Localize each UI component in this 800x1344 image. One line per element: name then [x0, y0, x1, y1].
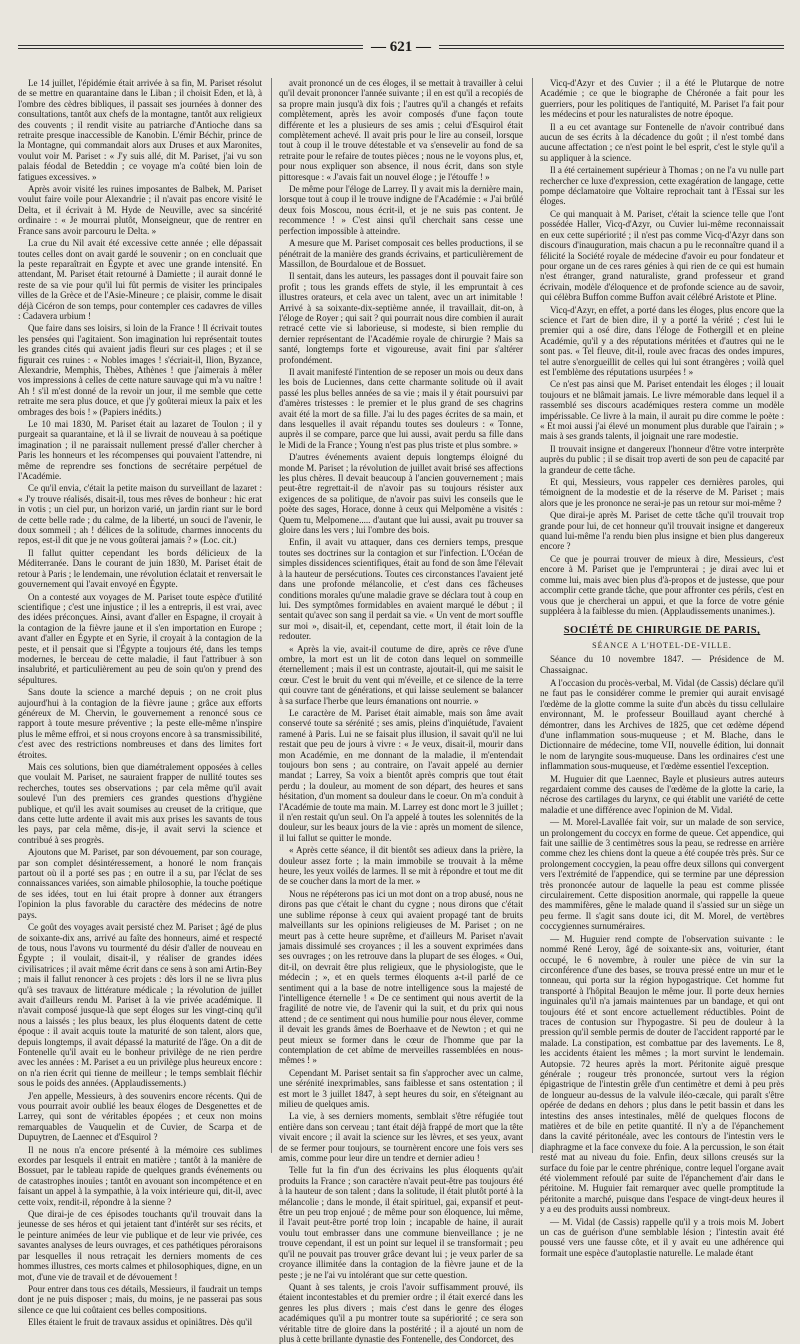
- section-title: SOCIÉTÉ DE CHIRURGIE DE PARIS,: [563, 625, 761, 637]
- paragraph: Il fallut quitter cependant les bords délicieux de la Méditerranée. Dans le courant de juin 1830, M. Pariset était de retour à Paris ; le lendemain, une révolution éclatait et renversait le gouvernement qui l'avait envoyé en Égypte.: [18, 547, 262, 590]
- paragraph: Il sentait, dans les auteurs, les passages dont il pouvait faire son profit ; tous les grands effets de style, il les empruntait à ces illustres orateurs, et cela avec un talent, avec un art inimitable ! Arrivé à sa soixante-dix-septième année, il travaillait, dit-on, à l'éloge de Royer ; qui sait ? qui pourrait nous dire combien il aurait retracé cette vie si laborieuse, si modeste, si bien remplie du dernier représentant de l'Académie royale de chirurgie ? Mais sa santé, longtemps forte et vigoureuse, avait fini par s'altérer profondément.: [279, 271, 523, 365]
- paragraph: Pour entrer dans tous ces détails, Messieurs, il faudrait un temps dont je ne puis disposer ; mais, du moins, je ne passerai pas sous silence ce que lui coûtaient ces belles compositions.: [18, 1283, 262, 1315]
- paragraph: Le 10 mai 1830, M. Pariset était au lazaret de Toulon ; il y purgeait sa quarantaine, et là il se livrait de nouveau à sa poétique imagination ; il ne paraissait nullement pressé d'aller chercher à Paris les honneurs et les récompenses qui pouvaient l'attendre, ni même de reprendre ses fonctions de secrétaire perpétuel de l'Académie.: [18, 419, 262, 482]
- paragraph: Il ne nous n'a encore présenté à la mémoire ces sublimes exordes par lesquels il entrait en matière ; tantôt à la manière de Bossuet, par le tableau rapide de quelques grands événements ou de catastrophes inouïes ; tantôt en avouant son incompétence et en faisant un appel à la sympathie, à la voix intérieure qui, dit-il, avec cette voix, rendit-il, répondre à la sienne ?: [18, 1144, 262, 1207]
- paragraph: Enfin, il avait vu attaquer, dans ces derniers temps, presque toutes ses doctrines sur la contagion et sur l'infection. L'Océan de simples dissidences scientifiques, était au fond de son âme l'élevait à la hauteur de persécutions. Toutes ces circonstances l'avaient jeté dans une profonde mélancolie, et c'est dans ces fâcheuses conditions morales qu'une maladie grave se déclara tout à coup en lui. Des symptômes formidables en avaient marqué le début ; il sentait qu'avec son sang il perdait sa vie. « Un vent de mort souffle sur moi », disait-il, et, cependant, cette mort, il était loin de la redouter.: [279, 537, 523, 642]
- paragraph: Il trouvait insigne et dangereux l'honneur d'être votre interprète auprès du public ; il se disait trop averti de son peu de capacité par la grandeur de cette tâche.: [540, 443, 784, 475]
- paragraph: Ajoutons que M. Pariset, par son dévouement, par son courage, par son complet désintéressement, a honoré le nom français partout où il a porté ses pas ; en outre il a su, par l'éclat de ses connaissances variées, son aimable philosophie, la touche poétique de ses idées, tout en lui était propre à donner aux étrangers l'opinion la plus favorable du caractère des médecins de notre pays.: [18, 847, 262, 920]
- paragraph: Vicq-d'Azyr, en effet, a porté dans les éloges, plus encore que la science et l'art de bien dire, il y a porté la vérité ; c'est lui le premier qui a osé dire, dans l'éloge de Fothergill et en pleine Académie, qu'il y a des réputations méritées et d'autres qui ne le sont pas. « Tel fleuve, dit-il, roule avec fracas des ondes impures, tel autre s'enorgueillit de celles qui lui sont étrangères ; voilà quel est l'emblème des réputations usurpées ! »: [540, 304, 784, 377]
- paragraph: M. Huguier dit que Laennec, Bayle et plusieurs autres auteurs regardaient comme des causes de l'œdème de la glotte la carie, la nécrose des cartilages du larynx, ce qui établit une variété de cette maladie et une différence avec l'opinion de M. Vidal.: [540, 773, 784, 815]
- paragraph: D'autres événements avaient depuis longtemps éloigné du monde M. Pariset ; la révolution de juillet avait brisé ses affections les plus chères. Il devait beaucoup à l'ancien gouvernement ; mais peut-être regrettait-il de n'avoir pas su toujours résister aux exigences de sa politique, de n'avoir pas suivi les conseils que le poète des sages, Horace, donne à ceux qui Melpomène a visités : Quem tu, Melpomene..... d'autant que lui aussi, avait pu trouver sa gloire dans les vers ; lui l'ombre des bois.: [279, 452, 523, 536]
- article-columns: [18, 78, 784, 1344]
- page-header: [18, 36, 784, 58]
- paragraph: — M. Morel-Lavallée fait voir, sur un malade de son service, un prolongement du coccyx en forme de queue. Cet appendice, qui fait une saillie de 3 centimètres sous la peau, se redresse en arrière comme chez les chiens dont la queue a été coupée très près. Sur ce prolongement coccygien, la peau offre deux sillons qui convergent vers l'extrémité de l'appendice, qui se termine par une dépression très prononcée autour de laquelle la peau est comme plissée circulairement. Cette disposition anormale, qui rappelle la queue des mammifères, gêne le malade quand il s'assied sur un siège un peu ferme. Il s'agit sans doute ici, dit M. Morel, de vertèbres coccygiennes surnuméraires.: [540, 817, 784, 932]
- paragraph: Nous ne répéterons pas ici un mot dont on a trop abusé, nous ne dirons pas que c'était le chant du cygne ; nous dirons que c'était une sublime réponse à ceux qui avaient propagé tant de bruits malveillants sur les opinions religieuses de M. Pariset ; on ne meurt pas à cette heure suprême, et d'ailleurs M. Pariset n'avait jamais dissimulé ses croyances ; il les a souvent exprimées dans ses ouvrages ; on les retrouve dans la plupart de ses éloges. « Oui, dit-il, on devrait être plus religieux, que le physiologiste, que le médecin ; », et en quels termes éloquents a-t-il parlé de ce sentiment qui a la base de notre intelligence sous la majesté de l'intelligence éternelle ! « De ce sentiment qui nous avertit de la fragilité de notre vie, de l'avenir qui la suit, et du prix qui nous attend ; de ce sentiment qui nous humilie pour nous élever, comme il devait les grands âmes de Boerhaave et de Newton ; et qui ne peut mieux se former dans le cœur de l'homme que par la contemplation de cet abîme de merveilles rassemblées en nous-mêmes ! »: [279, 888, 523, 1066]
- paragraph: La vie, à ses derniers moments, semblait s'être réfugiée tout entière dans son cerveau ; tant était déjà frappé de mort que la tête vivait encore ; il avait la science sur les lèvres, et ses yeux, avant de se fermer pour toujours, se tournèrent encore une fois vers ses amis, comme pour leur dire un tendre et dernier adieu !: [279, 1111, 523, 1164]
- paragraph: avait prononcé un de ces éloges, il se mettait à travailler à celui qu'il devait prononcer l'année suivante ; il en est qu'il a recopiés de sa propre main jusqu'à dix fois ; l'autres qu'il a changés et refaits complètement, après les avoir composés d'une façon toute différente et les a plusieurs de ses amis ; celui d'Esquirol était complètement achevé. Il avait pris pour le lire au conseil, lorsque tout à coup il le trouve détestable et va s'ensevelir au fond de sa retraite pour le refaire de toutes pièces ; nous ne le voyons plus, et, pour nous expliquer son absence, il nous écrit, dans son style pittoresque : « J'avais fait un nouvel éloge ; je l'étouffe ! »: [279, 78, 523, 182]
- paragraph: A l'occasion du procès-verbal, M. Vidal (de Cassis) déclare qu'il ne faut pas le considérer comme le premier qui aurait envisagé l'œdème de la glotte comme la suite d'un abcès du tissu cellulaire environnant, M. le professeur Bouillaud ayant cherché à démontrer, dans les Archives de 1825, que cet œdème dépend d'une inflammation sous-muqueuse ; et M. Blache, dans le Dictionnaire de médecine, tome VII, nouvelle édition, lui donnait le nom de laryngite sous-muqueuse. Dans les ordinaires c'est une inflammation sous-muqueuse, et l'œdème essentiel l'exception.: [540, 677, 784, 772]
- paragraph: Vicq-d'Azyr et des Cuvier ; il a été le Plutarque de notre Académie ; ce que le biographe de Chéronée a fait pour les guerriers, pour les politiques de l'antiquité, M. Pariset l'a fait pour les médecins et pour les naturalistes de notre époque.: [540, 78, 784, 120]
- paragraph: Mais ces solutions, bien que diamétralement opposées à celles que voulait M. Pariset, ne sauraient frapper de nullité toutes ses recherches, toutes ses observations ; par cela même qu'il avait soulevé l'un des premiers ces grandes questions d'hygiène publique, et qu'il les avait soumises au creuset de la critique, que dans cette lutte ardente il avait mis aux prises les savants de tous les pays, par cela même, dis-je, il avait servi la science et contribué à ses progrès.: [18, 762, 262, 845]
- paragraph: Elles étaient le fruit de travaux assidus et opiniâtres. Dès qu'il: [28, 1317, 253, 1328]
- paragraph: La crue du Nil avait été excessive cette année ; elle dépassait toutes celles dont on avait gardé le souvenir ; on en concluait que la peste reparaîtrait en Égypte et avec une grande intensité. En attendant, M. Pariset était retourné à Damiette ; il aurait donné le reste de sa vie pour qu'il lui fût permis de visiter les principales villes de la Grèce et de l'Asie-Mineure ; ce plaisir, comme le disait déjà Cicéron de son temps, pour contempler ces cadavres de villes : Cadavera urbium !: [18, 238, 262, 321]
- paragraph: Après avoir visité les ruines imposantes de Balbek, M. Pariset voulut faire voile pour Alexandrie ; il n'avait pas encore visité le Delta, et il écrivait à M. Hyde de Neuville, avec sa sincérité ordinaire : « Je mourrai plutôt, Monseigneur, que de rentrer en France sans avoir parcouru le Delta. »: [18, 184, 262, 236]
- paragraph: Il avait manifesté l'intention de se reposer un mois ou deux dans les bois de Luciennes, dans cette charmante solitude où il avait passé les plus belles années de sa vie ; mais il y était poursuivi par d'amères tristesses : le premier et le plus grand de ses chagrins avait été la mort de sa fille. J'ai lu des pages écrites de sa main, et dans lesquelles il avait répandu toutes ses douleurs : « Tonne, auprès il se compare, parce que lui aussi, avait perdu sa fille dans le Midi de la France ; Young n'est pas plus triste et plus sombre. »: [279, 366, 523, 450]
- column-3-body: [540, 678, 784, 1258]
- page-number: — 621 —: [371, 38, 431, 55]
- header-rule-right: [439, 45, 784, 49]
- section-subtitle: SÉANCE A L'HOTEL-DE-VILLE.: [592, 640, 732, 650]
- paragraph: Il a été certainement supérieur à Thomas ; on ne l'a vu nulle part rechercher ce luxe d'expression, cette exagération de langage, cette pompe déclamatoire que Voltaire reprochait tant à l'Essai sur les éloges.: [540, 165, 784, 207]
- paragraph: Ce que je pourrai trouver de mieux à dire, Messieurs, c'est encore à M. Pariset que je l'emprunterai ; je dirai avec lui et comme lui, mais avec bien plus d'à-propos et de justesse, que pour accomplir cette grande tâche, que pour affronter ces périls, c'est en vous que je chercherai un appui, et que la force de votre génie suppléera à la faiblesse du mien. (Applaudissements unanimes.).: [540, 553, 784, 616]
- column-3: [540, 78, 784, 1258]
- paragraph: Ce n'est pas ainsi que M. Pariset entendait les éloges ; il louait toujours et ne blâmait jamais. Le livre mémorable dans lequel il a rassemblé ses discours académiques restera comme un modèle impérissable. Ce livre à la main, il aurait pu dire comme le poète : « Et moi aussi j'ai élevé un monument plus durable que l'airain ; » mais à ses grands talents, il joignait une rare modestie.: [540, 379, 784, 442]
- section-heading: [540, 626, 784, 651]
- paragraph: Et qui, Messieurs, vous rappeler ces dernières paroles, qui témoignent de la modestie et de la réserve de M. Pariset ; mais alors que je les prononce ne serai-je pas un retour sur moi-même ?: [540, 477, 784, 508]
- paragraph: Il a eu cet avantage sur Fontenelle de n'avoir contribué dans aucun de ses écrits à la décadence du goût ; il n'est tombé dans aucune affectation ; ce n'est point le bel esprit, c'est le style qu'il a su appliquer à la science.: [540, 121, 784, 163]
- column-1: [18, 78, 262, 1328]
- seance-line: Séance du 10 novembre 1847. — Présidence de M. Chassaignac.: [540, 654, 784, 675]
- paragraph: Que faire dans ses loisirs, si loin de la France ! Il écrivait toutes les pensées qui l'agitaient. Son imagination lui représentait toutes les grandes cités qui avaient jadis fleuri sur ces plages ; et il se figurait ces ruines : « Nobles images ! s'écriait-il, Ilion, Byzance, Alexandrie, Memphis, Thèbes, Athènes ! que j'aimerais à mêler vos impressions à celles de cette nature sauvage qui m'a vu naître ! Ah ! s'il m'est donné de la revoir un jour, il me semble que cette retraite me sera plus douce, et que j'y goûterai mieux la paix et les ombrages des bois ! » (Papiers inédits.): [18, 323, 262, 417]
- paragraph: J'en appelle, Messieurs, à des souvenirs encore récents. Qui de vous pourrait avoir oublié les beaux éloges de Desgenettes et de Larrey, qui sont de véritables épopées ; et ceux non moins remarquables de Vauquelin et de Cuvier, de Scarpa et de Dupuytren, de Laennec et d'Esquirol ?: [18, 1090, 262, 1143]
- paragraph: Le 14 juillet, l'épidémie était arrivée à sa fin, M. Pariset résolut de se mettre en quarantaine dans le Liban ; il choisit Eden, et là, à l'ombre des cèdres bibliques, il passait ses journées à donner des consultations, tantôt aux chefs de la montagne, tantôt aux religieux des couvents ; il rendit visite au patriarche d'Antioche dans sa retraite presque inaccessible de Kanobin. L'émir Béchir, prince de la Montagne, qui commandait alors aux Druses et aux Maronites, voulut voir M. Pariset : « J'y suis allé, dit M. Pariset, j'ai vu son palais féodal de Beteddin ; ce voyage m'a coûté bien loin de fatigues excessives. »: [18, 78, 262, 182]
- header-rule-left: [18, 45, 363, 49]
- paragraph: Que dirai-je de ces épisodes touchants qu'il trouvait dans la jeunesse de ses héros et qui jetaient tant d'intérêt sur ses récits, et le peinture animées de leur vie publique et de leur vie privée, ces savantes analyses de leurs ouvrages, et ces pathétiques péroraisons par lesquelles il nous retraçait les derniers moments de ces hommes illustres, ces morts calmes et philosophiques, digne, en un mot, d'une vie de travail et de dévouement !: [18, 1209, 262, 1282]
- paragraph: Ce qui manquait à M. Pariset, c'était la science telle que l'ont possédée Haller, Vicq-d'Azyr, ou Cuvier lui-même reconnaissait en eux cette supériorité ; il n'est pas comme Vicq-d'Azyr dans son discours d'inauguration, mais chacun a pu le reconnaître quand il a félicité la Société royale de médecine d'avoir eu pour fondateur et pour organe un de ces rares génies à qui rien de ce qui est humain n'est étranger, grand naturaliste, grand professeur et grand écrivain, modèle d'éloquence et de profonde science au de savoir, qui célèbra Buffon comme Buffon avait célébré Aristote et Pline.: [540, 208, 784, 303]
- paragraph: — M. Huguier rend compte de l'observation suivante : le nommé René Leroy, âgé de soixante-six ans, voiturier, étant occupé, le 6 novembre, à rouler une pièce de vin sur la circonférence d'une des bases, se trouva pressé entre un mur et le tonneau, qui porta sur la région hypogastrique. Cet homme fut transporté à l'hôpital Beaujon le même jour. Il porte deux hernies inguinales qu'il n'a jamais maintenues par un bandage, et qui ont toujours été et sont encore actuellement réductibles. Point de traces de contusion sur l'hypogastre. Si peu de douleur à la pression qu'il semble permis de douter de l'accident rapporté par le malade. La constipation, est combattue par des lavements. Le 8, les accidents étaient les mêmes ; la mort survint le lendemain. Autopsie. 72 heures après la mort. Péritonite aiguë presque générale ; rougeur très prononcée, surtout vers la région épigastrique de l'intestin grêle d'un centimètre et demi à peu près de longueur au-dessus de la valvule iléo-cæcale, qui paraît s'être opérée de dedans en dehors ; plus dans le petit bassin et dans les intestins des anses intestinales, mêlé de quelques flocons de matières et de bile en petite quantité. Il n'y a de l'épanchement dans la cavité péritonéale, avec les contours de l'intestin vers le diaphragme et la face convexe du foie. A la percussion, le son était resté mat au niveau du foie. Enfin, deux sillons creusés sur la surface du foie par le centre phrénique, contre lequel l'organe avait été violemment refoulé par suite de l'épanchement d'air dans le péritoine. M. Huguier fait remarquer avec quelle promptitude la péritonite a marché, puisque dans l'espace de vingt-deux heures il y a eu des produits aussi nombreux.: [540, 933, 784, 1215]
- paragraph: Ce qu'il envia, c'était la petite maison du surveillant de lazaret : « J'y trouve réalisés, disait-il, tous mes rêves de bonheur : hic erat in votis ; un ciel pur, un horizon varié, un jardin riant sur le bord de cette belle rade ; du calme, de la liberté, un souci de l'avenir, le doux sommeil ; ah ! délices de la solitude, charmes innocents du repos, est-il dit que je ne vous goûterai jamais ? » (Loc. cit.): [18, 483, 262, 546]
- paragraph: Que dirai-je après M. Pariset de cette tâche qu'il trouvait trop grande pour lui, de cet honneur qu'il trouvait insigne et dangereux quand lui-même l'a rendu bien plus insigne et bien plus dangereux encore ?: [540, 510, 784, 552]
- paragraph: Sans doute la science a marché depuis ; on ne croit plus aujourd'hui à la contagion de la fièvre jaune ; grâce aux efforts généreux de M. Chervin, le gouvernement a renoncé sous ce rapport à toute mesure préventive ; la peste elle-même n'inspire plus le même effroi, et si nous croyons encore à sa transmissibilité, c'est avec des restrictions nombreuses et dans des limites fort étroites.: [18, 687, 262, 760]
- paragraph: Telle fut la fin d'un des écrivains les plus éloquents qu'ait produits la France ; son caractère n'avait peut-être pas toujours été à la hauteur de son talent ; dans la solitude, il était plutôt porté à la mélancolie ; dans le monde, il était spirituel, gai, expansif et peut-être un peu trop enjoué ; de même pour son éloquence, lui même, il l'avait peut-être porté trop loin ; incapable de haine, il aurait voulu tout embrasser dans une commune bienveillance ; je ne trouve cependant, il est un point sur lequel il se transformait ; peu qu'il ne pouvait pas trouver grâce devant lui ; je veux parler de sa croyance illimitée dans la contagion de la fièvre jaune et de la peste ; je ne l'ai vu intolérant que sur cette question.: [279, 1165, 523, 1280]
- paragraph: — M. Vidal (de Cassis) rappelle qu'il y a trois mois M. Jobert un cas de guérison d'une semblable lésion ; l'intestin avait été poussé vers une fausse côte, et il y avait eu une adhérence qui formait une espèce d'autoplastie naturelle. Le malade étant: [540, 1216, 784, 1258]
- column-3-intro: [540, 78, 784, 616]
- paragraph: De même pour l'éloge de Larrey. Il y avait mis la dernière main, lorsque tout à coup il le trouve indigne de l'Académie : « J'ai brûlé deux fois Moscou, nous écrit-il, et je ne suis pas content. Je recommence ! » C'est ainsi qu'il cherchait sans cesse une perfection impossible à atteindre.: [279, 184, 523, 236]
- paragraph: On a contesté aux voyages de M. Pariset toute espèce d'utilité scientifique ; c'est une injustice ; il les a entrepris, il est vrai, avec des idées préconçues. Ainsi, avant d'aller en Espagne, il croyait à la contagion de la fièvre jaune et il s'en importation en Europe ; avant d'aller en Égypte et en Syrie, il croyait à la contagion de la peste, et il pensait que si l'Égypte a toujours été, dans les temps modernes, le berceau de cette maladie, il faut l'attribuer à son insalubrité, et particulièrement au peu de soin qu'on y prend des sépultures.: [18, 591, 262, 685]
- column-2: [279, 78, 523, 1344]
- paragraph: Ce goût des voyages avait persisté chez M. Pariset ; âgé de plus de soixante-dix ans, arrivé au faîte des honneurs, aimé et respecté de tous, nous l'avons vu tourmenté du désir d'aller de nouveau en Égypte ; il voulait, disait-il, y réaliser de grandes idées civilisatrices ; il avait même écrit dans ce sens à son ami Artin-Bey ; mais il fallut renoncer à ces projets : dès lors il ne se livra plus qu'à ses travaux de littérature médicale ; la révolution de juillet avait d'ailleurs rendu M. Pariset à la vie privée académique. Il n'avait composé jusque-là que sept éloges sur les vingt-cinq qu'il nous a laissés ; les plus beaux, les plus éloquents datent de cette époque : il avait acquis toute la maturité de son talent, alors que, depuis longtemps, il avait dépassé la maturité de l'âge. On a dit de Fontenelle qu'il avait eu le bonheur privilège de ne rien perdre avec les années : M. Pariset a eu un privilège plus heureux encore : on n'a rien écrit qui tienne de meilleur ; le temps semblait fléchir sous le poids des années. (Applaudissements.): [18, 922, 262, 1089]
- paragraph: Cependant M. Pariset sentait sa fin s'approcher avec un calme, une sérénité inexprimables, sans faiblesse et sans ostentation ; il est mort le 3 juillet 1847, à sept heures du soir, en s'éteignant au milieu de quelques amis.: [279, 1067, 523, 1109]
- paragraph: « Après la vie, avait-il coutume de dire, après ce rêve d'une ombre, la mort est un lit de coton dans lequel on sommeille éternellement ; mais il est un contraste, ajoutait-il, qui me saisit le cœur. C'est le bruit du vent qui m'éveille, et ce silence de la terre qui couvre tant de générations, et qui laisse seulement se balancer à sa surface l'herbe que leurs émanations ont nourrie. »: [279, 643, 523, 706]
- paragraph: « Après cette séance, il dit bientôt ses adieux dans la prière, la douleur assez forte ; la main immobile se trouvait à la même heure, les yeux voilés de larmes. Il se mit à répondre et tout me dit de se coucher dans la mort de la mer. »: [279, 845, 523, 887]
- paragraph: Quant à ses talents, je crois l'avoir suffisamment prouvé, ils étaient incontestables et du premier ordre ; il était exercé dans les genres les plus divers ; mais c'est dans le genre des éloges académiques qu'il a pu montrer toute sa supériorité ; ce sera son véritable titre de gloire dans la postérité ; il a ajouté un nom de plus à cette brillante dynastie des Fontenelle, des Condorcet, des: [279, 1281, 523, 1344]
- paragraph: Le caractère de M. Pariset était aimable, mais son âme avait conservé toute sa sérénité ; ses amis, pleins d'inquiétude, l'avaient ramené à Paris. Lui ne se faisait plus illusion, il savait qu'il ne lui restait que peu de jours à vivre : « Je veux, disait-il, mourir dans mon Académie, en me donnant de la maladie, il m'entendait toujours bon sens ; au contraire, on l'avait appelé au dernier mandat ; Larrey, Sa voix a bientôt après compris que tout était perdu ; la douleur, au moment de son départ, des heures et sans hésitation, d'un moment sa douleur dans le coeur. On m'a conduit à l'Académie de toute ma main. M. Larrey est donc mort le 3 juillet ; il n'en restait qu'un seul. On l'a appelé à toutes les solennités de la douleur, sur les beaux jours de la vie : après un moment de silence, il lui fallut se quitter le monde.: [279, 707, 523, 843]
- paragraph: A mesure que M. Pariset composait ces belles productions, il se pénétrait de la manière des grands écrivains, et particulièrement de Massillon, de Bourdaloue et de Bossuet.: [279, 238, 523, 269]
